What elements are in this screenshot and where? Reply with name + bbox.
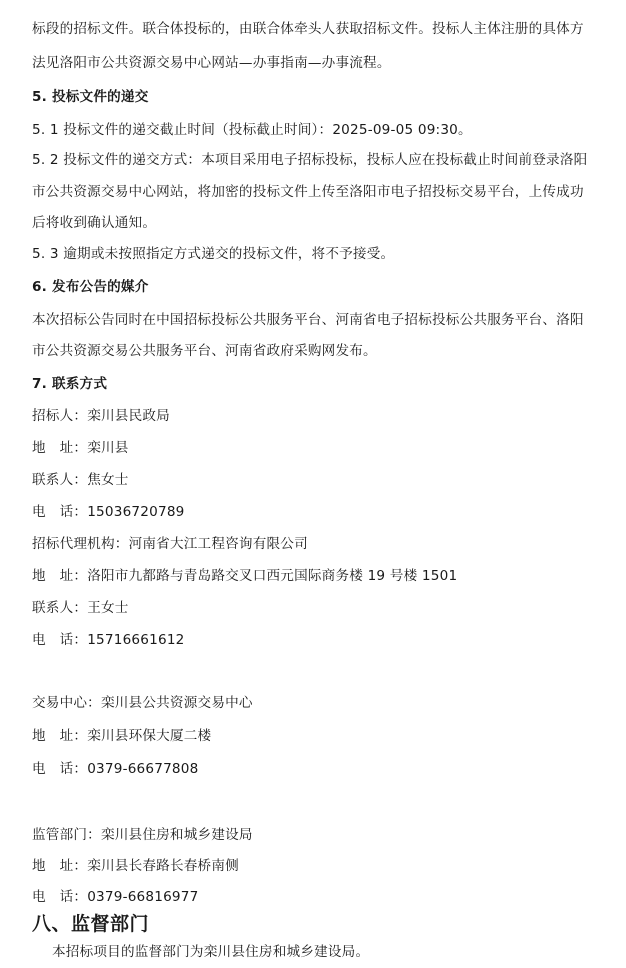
section-6-heading: 6. 发布公告的媒介 [32,279,149,295]
center-phone: 0379-66677808 [87,761,199,777]
center-address-row [32,727,211,745]
supervisor-phone: 0379-66816977 [87,889,199,905]
section-5-2-line-3: 后将收到确认通知。 [32,215,157,231]
center-value: 栾川县公共资源交易中心 [100,695,253,711]
section-6-line-1: 本次招标公告同时在中国招标投标公共服务平台、河南省电子招标投标公共服务平台、洛阳 [32,312,584,328]
agency-phone-label: 电 话： [32,632,88,648]
tenderer-contact: 焦女士 [87,472,129,488]
tenderer-value: 栾川县民政局 [87,408,170,424]
center-address: 栾川县环保大厦二楼 [87,728,212,744]
section-5-2-line-1: 5. 2 投标文件的递交方式：本项目采用电子招标投标，投标人应在投标截止时间前登录洛阳 [32,152,588,168]
tenderer-phone-label: 电 话： [32,504,88,520]
section-5-2-line-2: 市公共资源交易中心网站，将加密的投标文件上传至洛阳市电子招投标交易平台，上传成功 [32,184,584,200]
center-label: 交易中心： [32,695,101,711]
agency-address: 洛阳市九都路与青岛路交叉口西元国际商务楼 19 号楼 1501 [87,568,458,584]
supervisor-value: 栾川县住房和城乡建设局 [100,827,253,843]
tenderer-address-row [32,439,129,457]
section-5-heading: 5. 投标文件的递交 [32,89,149,105]
supervisor-label: 监管部门： [32,827,101,843]
supervisor-phone-row [32,888,198,906]
agency-address-label: 地 址： [32,568,88,584]
tenderer-phone-row [32,503,185,521]
agency-value: 河南省大江工程咨询有限公司 [128,536,308,552]
tenderer-phone: 15036720789 [87,504,185,520]
center-address-label: 地 址： [32,728,88,744]
center-row [32,694,253,712]
agency-address-row [32,567,457,585]
intro-line-2: 法见洛阳市公共资源交易中心网站—办事指南—办事流程。 [32,55,391,71]
supervisor-row [32,826,253,844]
center-phone-row [32,760,198,778]
supervisor-address: 栾川县长春路长春桥南侧 [87,858,239,874]
section-6-line-2: 市公共资源交易公共服务平台、河南省政府采购网发布。 [32,343,377,359]
agency-contact-row [32,599,129,617]
supervisor-address-label: 地 址： [32,858,88,874]
agency-phone: 15716661612 [87,632,185,648]
intro-line-1: 标段的招标文件。联合体投标的，由联合体牵头人获取招标文件。投标人主体注册的具体方 [32,21,584,37]
section-8-heading: 八、监督部门 [32,913,150,935]
center-phone-label: 电 话： [32,761,88,777]
agency-contact-label: 联系人： [32,600,88,616]
tenderer-address-label: 地 址： [32,440,88,456]
agency-row [32,535,308,553]
section-5-1: 5. 1 投标文件的递交截止时间（投标截止时间）：2025-09-05 09:30。 [32,122,472,138]
agency-phone-row [32,631,185,649]
tenderer-row [32,407,170,425]
tenderer-address: 栾川县 [87,440,129,456]
section-8-line-1: 本招标项目的监督部门为栾川县住房和城乡建设局。 [52,944,370,960]
section-7-heading: 7. 联系方式 [32,376,108,392]
supervisor-address-row [32,857,239,875]
section-5-3: 5. 3 逾期或未按照指定方式递交的投标文件，将不予接受。 [32,246,395,262]
tenderer-label: 招标人： [32,408,88,424]
agency-label: 招标代理机构： [32,536,129,552]
agency-contact: 王女士 [87,600,129,616]
supervisor-phone-label: 电 话： [32,889,88,905]
tenderer-contact-label: 联系人： [32,472,88,488]
tenderer-contact-row [32,471,129,489]
